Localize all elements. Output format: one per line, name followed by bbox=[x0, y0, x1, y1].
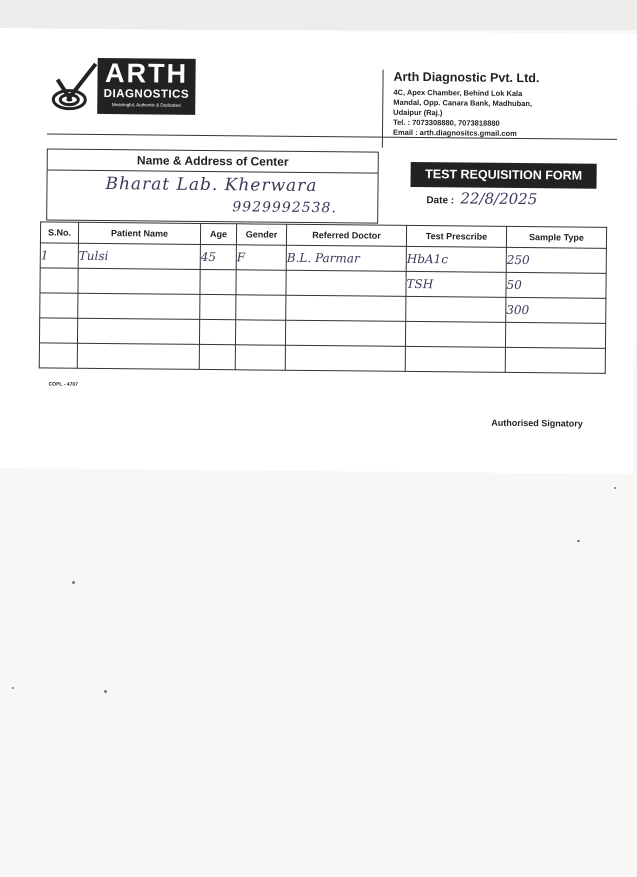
center-address-box bbox=[46, 148, 379, 223]
cell-sno bbox=[40, 268, 78, 293]
cell-sno bbox=[39, 318, 77, 343]
cell-referred-doctor bbox=[286, 270, 406, 296]
phone-line: Tel. : 7073308880, 7073818880 bbox=[393, 117, 500, 128]
cell-test-prescribe bbox=[405, 321, 505, 347]
col-header-age: Age bbox=[200, 223, 236, 244]
cell-age: 45 bbox=[200, 244, 236, 269]
logo-wordmark bbox=[97, 58, 196, 115]
scan-top-strip bbox=[0, 0, 637, 30]
cell-referred-doctor: B.L. Parmar bbox=[286, 245, 406, 271]
table-row bbox=[39, 343, 605, 373]
center-phone: 9929992538. bbox=[232, 199, 337, 217]
cell-sno bbox=[40, 293, 78, 318]
cell-patient-name bbox=[78, 268, 200, 294]
cell-test-prescribe: TSH bbox=[406, 271, 506, 297]
logo-brand: ARTH bbox=[104, 58, 189, 89]
target-check-icon bbox=[49, 59, 100, 115]
cell-test-prescribe bbox=[406, 296, 506, 322]
cell-referred-doctor bbox=[285, 320, 405, 346]
company-name: Arth Diagnostic Pvt. Ltd. bbox=[393, 69, 540, 86]
cell-patient-name bbox=[77, 343, 199, 369]
scan-speck bbox=[614, 487, 616, 489]
cell-sample-type: 50 bbox=[506, 272, 606, 298]
scan-speck bbox=[12, 687, 14, 689]
cell-patient-name bbox=[78, 293, 200, 319]
cell-age bbox=[200, 269, 236, 294]
center-name: Bharat Lab. Kherwara bbox=[105, 174, 318, 197]
cell-gender bbox=[236, 270, 286, 295]
col-header-referred-doctor: Referred Doctor bbox=[286, 224, 406, 246]
scan-speck bbox=[577, 540, 580, 542]
cell-patient-name bbox=[77, 318, 199, 344]
cell-test-prescribe: HbA1c bbox=[406, 246, 506, 272]
cell-referred-doctor bbox=[286, 295, 406, 321]
address-line: 4C, Apex Chamber, Behind Lok Kala bbox=[393, 87, 523, 99]
scan-speck bbox=[72, 581, 75, 584]
cell-age bbox=[199, 319, 235, 344]
cell-age bbox=[199, 344, 235, 369]
date-value: 22/8/2025 bbox=[460, 189, 538, 209]
col-header-sample-type: Sample Type bbox=[506, 226, 606, 248]
requisition-table bbox=[39, 221, 607, 373]
center-box-title: Name & Address of Center bbox=[48, 149, 378, 173]
cell-gender bbox=[235, 320, 285, 345]
arth-logo bbox=[49, 53, 200, 124]
requisition-form-sheet bbox=[0, 28, 637, 474]
form-title: TEST REQUISITION FORM bbox=[410, 162, 596, 189]
logo-subtitle: DIAGNOSTICS bbox=[103, 87, 190, 101]
cell-sample-type bbox=[505, 322, 605, 348]
cell-patient-name: Tulsi bbox=[78, 243, 200, 269]
cell-test-prescribe bbox=[405, 346, 505, 372]
address-line: Mandal, Opp. Canara Bank, Madhuban, bbox=[393, 97, 533, 109]
cell-gender bbox=[236, 295, 286, 320]
cell-sno: 1 bbox=[40, 243, 78, 268]
email-line: Email : arth.diagnositcs.gmail.com bbox=[392, 127, 517, 138]
scan-speck bbox=[104, 690, 107, 693]
cell-sno bbox=[39, 343, 77, 368]
company-info bbox=[393, 70, 604, 140]
col-header-test-prescribe: Test Prescribe bbox=[406, 225, 506, 247]
cell-gender bbox=[235, 345, 285, 370]
date-label: Date : bbox=[426, 195, 455, 207]
address-line: Udaipur (Raj.) bbox=[393, 107, 443, 118]
cell-sample-type: 300 bbox=[506, 297, 606, 323]
cell-gender: F bbox=[236, 245, 286, 270]
col-header-sno: S.No. bbox=[40, 222, 78, 243]
authorised-signatory: Authorised Signatory bbox=[491, 417, 583, 429]
col-header-patient-name: Patient Name bbox=[78, 222, 200, 244]
form-code: COPL - 4707 bbox=[48, 381, 78, 388]
cell-sample-type: 250 bbox=[506, 247, 606, 273]
col-header-gender: Gender bbox=[236, 224, 286, 245]
cell-referred-doctor bbox=[285, 345, 405, 371]
cell-sample-type bbox=[505, 347, 605, 373]
cell-age bbox=[200, 294, 236, 319]
logo-tagline: Meaningful, Authentic & Dedicated bbox=[111, 102, 181, 108]
